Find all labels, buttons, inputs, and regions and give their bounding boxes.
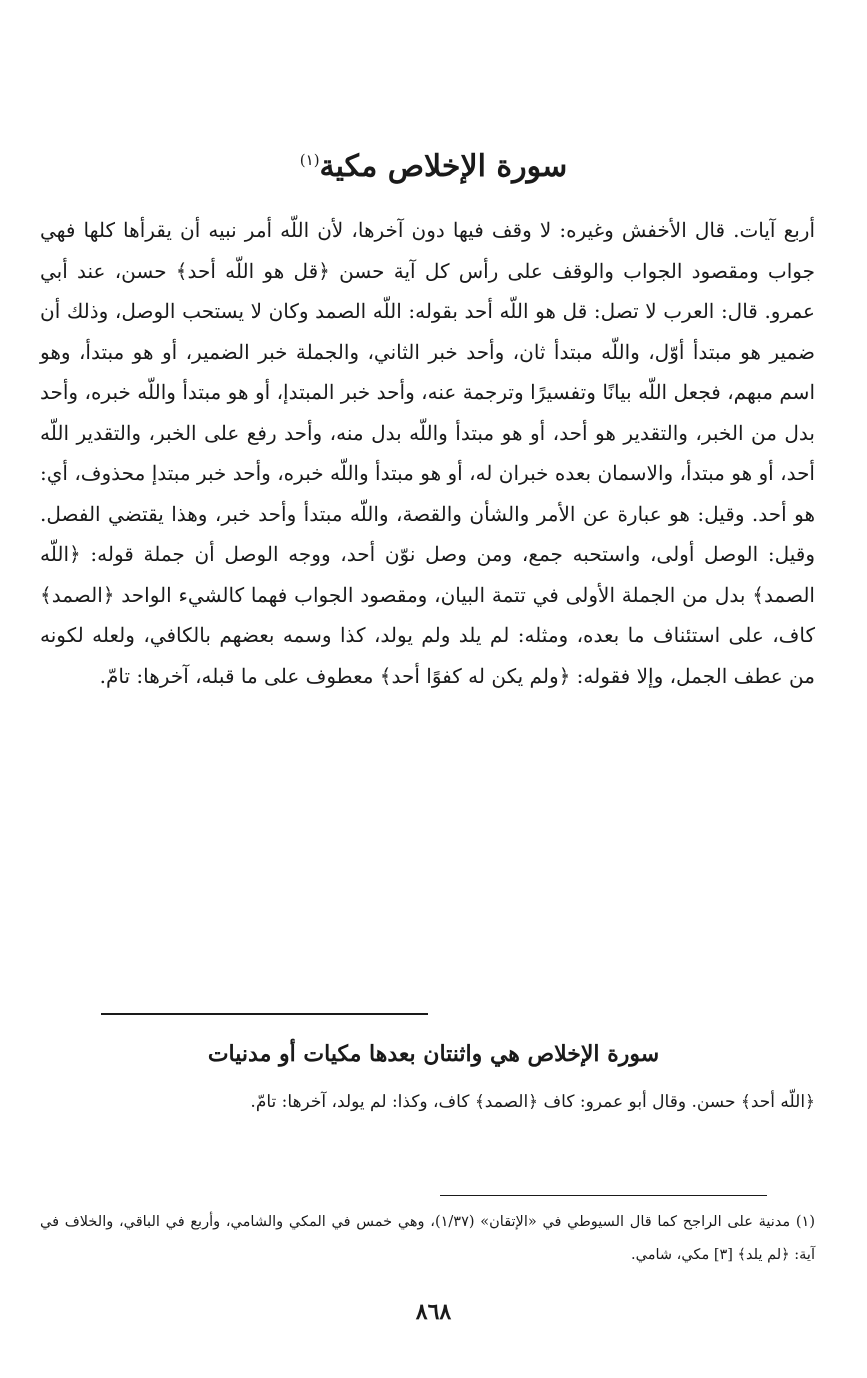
main-paragraph: أربع آيات. قال الأخفش وغيره: لا وقف فيها دون آخرها، لأن اللّه أمر نبيه أن يقرأها كلها فهي جواب ومقصود الجواب والوقف على رأس كل آية حسن ﴿قل هو اللّه أحد﴾ حسن، عند أبي عمرو. قال: العرب لا تصل: قل هو اللّه أحد بقوله: اللّه الصمد وكان لا يستحب الوصل، وذلك أن ضمير هو مبتدأ أوّل، واللّه مبتدأ ثان، وأحد خبر الثاني، والجملة خبر الضمير، أو هو مبتدأ، وهو اسم مبهم، فجعل اللّه بيانًا وتفسيرًا وترجمة عنه، وأحد خبر المبتدإ، أو هو مبتدأ واللّه خبره، وأحد بدل من الخبر، والتقدير هو أحد، أو هو مبتدأ واللّه بدل منه، وأحد رفع على الخبر، والتقدير اللّه أحد، أو هو مبتدأ، والاسمان بعده خبران له، أو هو مبتدأ واللّه خبره، وأحد خبر مبتدإ محذوف، أي: هو أحد. وقيل: هو عبارة عن الأمر والشأن والقصة، واللّه مبتدأ وأحد خبر، وهذا يقتضي الفصل. وقيل: الوصل أولى، واستحبه جمع، ومن وصل نوّن أحد، ووجه الوصل أن جملة قوله: ﴿اللّه الصمد﴾ بدل من الجملة الأولى في تتمة البيان، ومقصود الجواب فهما كالشيء الواحد ﴿الصمد﴾ كاف، على استئناف ما بعده، ومثله: لم يلد ولم يولد، كذا وسمه بعضهم بالكافي، ولعله لكونه من عطف الجمل، وإلا فقوله: ﴿ولم يكن له كفوًا أحد﴾ معطوف على ما قبله، آخرها: تامّ.	[40, 218, 815, 688]
surah-title	[0, 138, 867, 189]
footnote-divider	[440, 1195, 767, 1196]
surah-title-text: سورة الإخلاص مكية	[319, 149, 568, 184]
page-number: ٨٦٨	[415, 1299, 452, 1325]
footnote-text: (١) مدنية على الراجح كما قال السيوطي في «الإتقان» (١/٣٧)، وهي خمس في المكي والشامي، وأربع في الباقي، والخلاف في آية: ﴿لم يلد﴾ [٣] مكي، شامي.	[40, 1214, 815, 1263]
section-divider	[101, 1013, 428, 1015]
subsection-paragraph: ﴿اللّه أحد﴾ حسن. وقال أبو عمرو: كاف ﴿الصمد﴾ كاف، وكذا: لم يولد، آخرها: تامّ.	[250, 1092, 815, 1112]
footnote-reference: (١)	[299, 151, 320, 169]
subsection-title: سورة الإخلاص هي واثنتان بعدها مكيات أو مدنيات	[207, 1041, 660, 1067]
